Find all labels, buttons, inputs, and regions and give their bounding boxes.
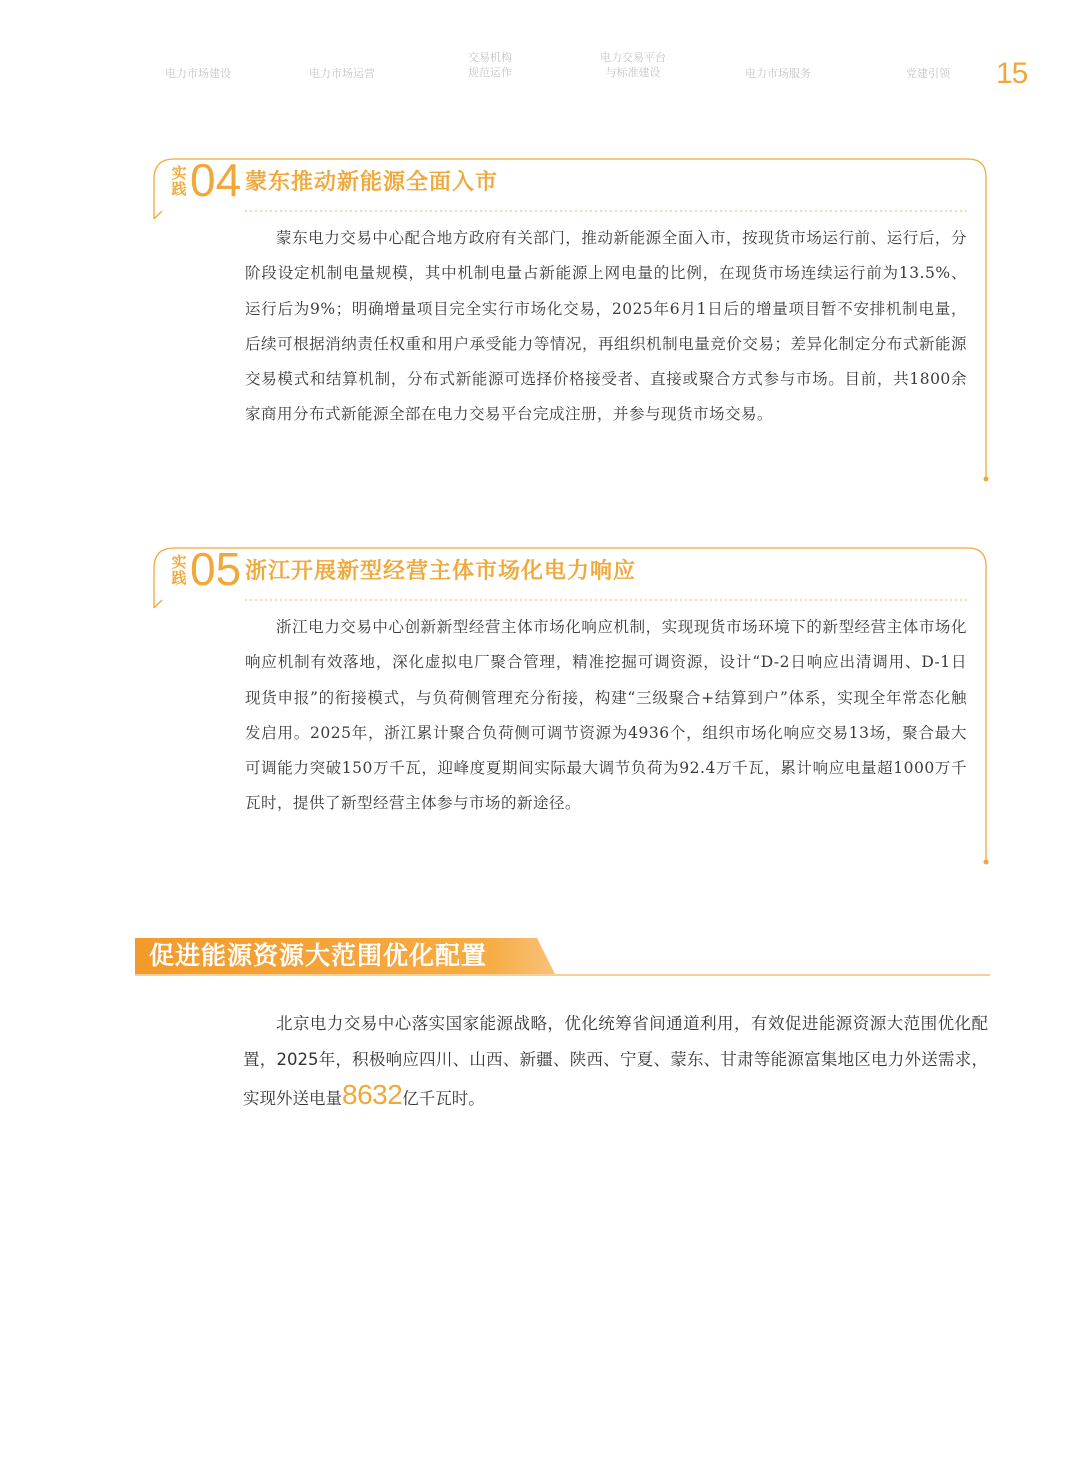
practice-body: 蒙东电力交易中心配合地方政府有关部门，推动新能源全面入市，按现货市场运行前、运行后，分阶段设定机制电量规模，其中机制电量占新能源上网电量的比例，在现货市场连续运行前为13.5%、运行后为9%；明确增量项目完全实行市场化交易，2025年6月1日后的增量项目暂不安排机制电量，后续可根据消纳责任权重和用户承受能力等情况，再组织机制电量竞价交易；差异化制定分布式新能源交易模式和结算机制，分布式新能源可选择价格接受者、直接或聚合方式参与市场。目前，共1800余家商用分布式新能源全部在电力交易平台完成注册，并参与现货市场交易。	[245, 229, 967, 424]
nav-item-label: 党建引领	[906, 67, 950, 80]
nav-item-label: 交易机构	[468, 51, 512, 64]
nav-item-institution[interactable]	[420, 50, 560, 80]
nav-item-label: 电力交易平台	[600, 51, 666, 64]
section-title: 促进能源资源大范围优化配置	[149, 941, 488, 970]
practice-number: 04	[190, 154, 242, 206]
nav-item-label: 规范运作	[468, 66, 512, 79]
practice-tag: 实 践	[171, 164, 187, 198]
export-volume-value: 8632	[342, 1079, 403, 1110]
paragraph-unit: 亿千瓦时。	[402, 1089, 485, 1108]
nav-item-label: 电力市场运营	[309, 67, 375, 80]
section-heading-bar	[135, 934, 990, 978]
practice-tag: 实 践	[171, 553, 187, 587]
nav-item-label: 电力市场建设	[165, 67, 231, 80]
nav-item-platform[interactable]	[563, 50, 703, 80]
page-number: 15	[996, 57, 1028, 90]
nav-item-party-building[interactable]	[858, 66, 998, 81]
nav-item-market-service[interactable]	[708, 66, 848, 81]
nav-item-label: 电力市场服务	[745, 67, 811, 80]
nav-item-market-construction[interactable]	[128, 66, 268, 81]
practice-card-05	[150, 543, 990, 868]
practice-number: 05	[190, 543, 242, 595]
paragraph-text: 北京电力交易中心落实国家能源战略，优化统筹省间通道利用，有效促进能源资源大范围优化配置，2025年，积极响应四川、山西、新疆、陕西、宁夏、蒙东、甘肃等能源富集地区电力外送需求，实现外送电量	[243, 1014, 988, 1108]
nav-item-market-operation[interactable]	[272, 66, 412, 81]
section-paragraph	[243, 1006, 988, 1117]
nav-item-label: 与标准建设	[605, 66, 661, 79]
practice-title: 浙江开展新型经营主体市场化电力响应	[245, 559, 637, 584]
practice-card-04	[150, 154, 990, 487]
practice-title: 蒙东推动新能源全面入市	[245, 170, 499, 195]
top-navigation	[0, 0, 1080, 110]
practice-body: 浙江电力交易中心创新新型经营主体市场化响应机制，实现现货市场环境下的新型经营主体市场化响应机制有效落地，深化虚拟电厂聚合管理，精准挖掘可调资源，设计“D-2日响应出清调用、D-1日现货申报”的衔接模式，与负荷侧管理充分衔接，构建“三级聚合+结算到户”体系，实现全年常态化触发启用。2025年，浙江累计聚合负荷侧可调节资源为4936个，组织市场化响应交易13场，聚合最大可调能力突破150万千瓦，迎峰度夏期间实际最大调节负荷为92.4万千瓦，累计响应电量超1000万千瓦时，提供了新型经营主体参与市场的新途径。	[245, 618, 967, 813]
